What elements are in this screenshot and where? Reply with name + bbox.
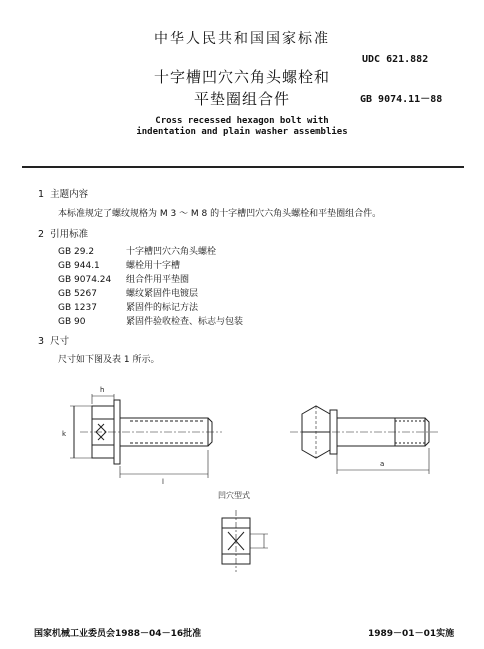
section-1-number: 1	[38, 189, 45, 200]
doc-title-line2: 平垫圈组合件	[193, 90, 290, 108]
section-2-number: 2	[38, 229, 45, 240]
ref-code: GB 90	[58, 317, 86, 327]
ref-text: 螺栓用十字槽	[126, 261, 181, 271]
footer-approval: 国家机械工业委员会1988－04－16批准	[34, 629, 202, 639]
ref-code: GB 1237	[58, 303, 97, 313]
ref-code: GB 29.2	[58, 247, 95, 257]
dim-label-a: a	[380, 460, 385, 468]
gb-number: GB 9074.11－88	[360, 94, 443, 105]
figure-caption: 凹穴型式	[218, 491, 250, 500]
section-3-body: 尺寸如下图及表 1 所示。	[58, 355, 160, 365]
assembly-drawing	[0, 370, 484, 580]
ref-text: 紧固件验收检查、标志与包装	[126, 317, 244, 327]
ref-item	[58, 286, 198, 299]
ref-code: GB 5267	[58, 289, 97, 299]
bolt-side-view	[70, 394, 222, 478]
standard-org-title: 中华人民共和国国家标准	[154, 31, 330, 47]
ref-item	[58, 258, 180, 271]
section-3-heading	[38, 333, 69, 347]
section-2-title: 引用标准	[50, 229, 89, 240]
dim-label-h: h	[100, 386, 105, 394]
ref-item	[58, 244, 216, 257]
udc-code: UDC 621.882	[362, 54, 429, 65]
footer-effective-date: 1989－01－01实施	[368, 629, 455, 639]
section-1-heading	[38, 186, 88, 200]
bolt-front-view	[290, 406, 440, 474]
english-title-line1: Cross recessed hexagon bolt with	[155, 116, 329, 126]
dim-label-l: l	[162, 478, 164, 486]
section-1-title: 主题内容	[50, 189, 89, 200]
ref-code: GB 944.1	[58, 261, 100, 271]
ref-text: 组合件用平垫圈	[126, 275, 190, 285]
ref-item	[58, 300, 198, 313]
ref-text: 十字槽凹穴六角头螺栓	[126, 247, 217, 257]
ref-text: 紧固件的标记方法	[126, 303, 199, 313]
header-rule	[22, 166, 464, 168]
ref-code: GB 9074.24	[58, 275, 112, 285]
section-1-body: 本标准规定了螺纹规格为 M 3 ～ M 8 的十字槽凹穴六角头螺栓和平垫圈组合件。	[58, 209, 382, 219]
ref-item	[58, 314, 243, 327]
ref-text: 螺纹紧固件电镀层	[126, 289, 199, 299]
indentation-detail-view	[222, 510, 268, 572]
section-3-title: 尺寸	[50, 336, 70, 347]
section-2-heading	[38, 226, 88, 240]
english-title-line2: indentation and plain washer assemblies	[136, 127, 348, 137]
section-3-number: 3	[38, 336, 45, 347]
doc-title-line1: 十字槽凹穴六角头螺栓和	[153, 68, 330, 86]
ref-item	[58, 272, 189, 285]
dim-label-k: k	[62, 430, 67, 438]
